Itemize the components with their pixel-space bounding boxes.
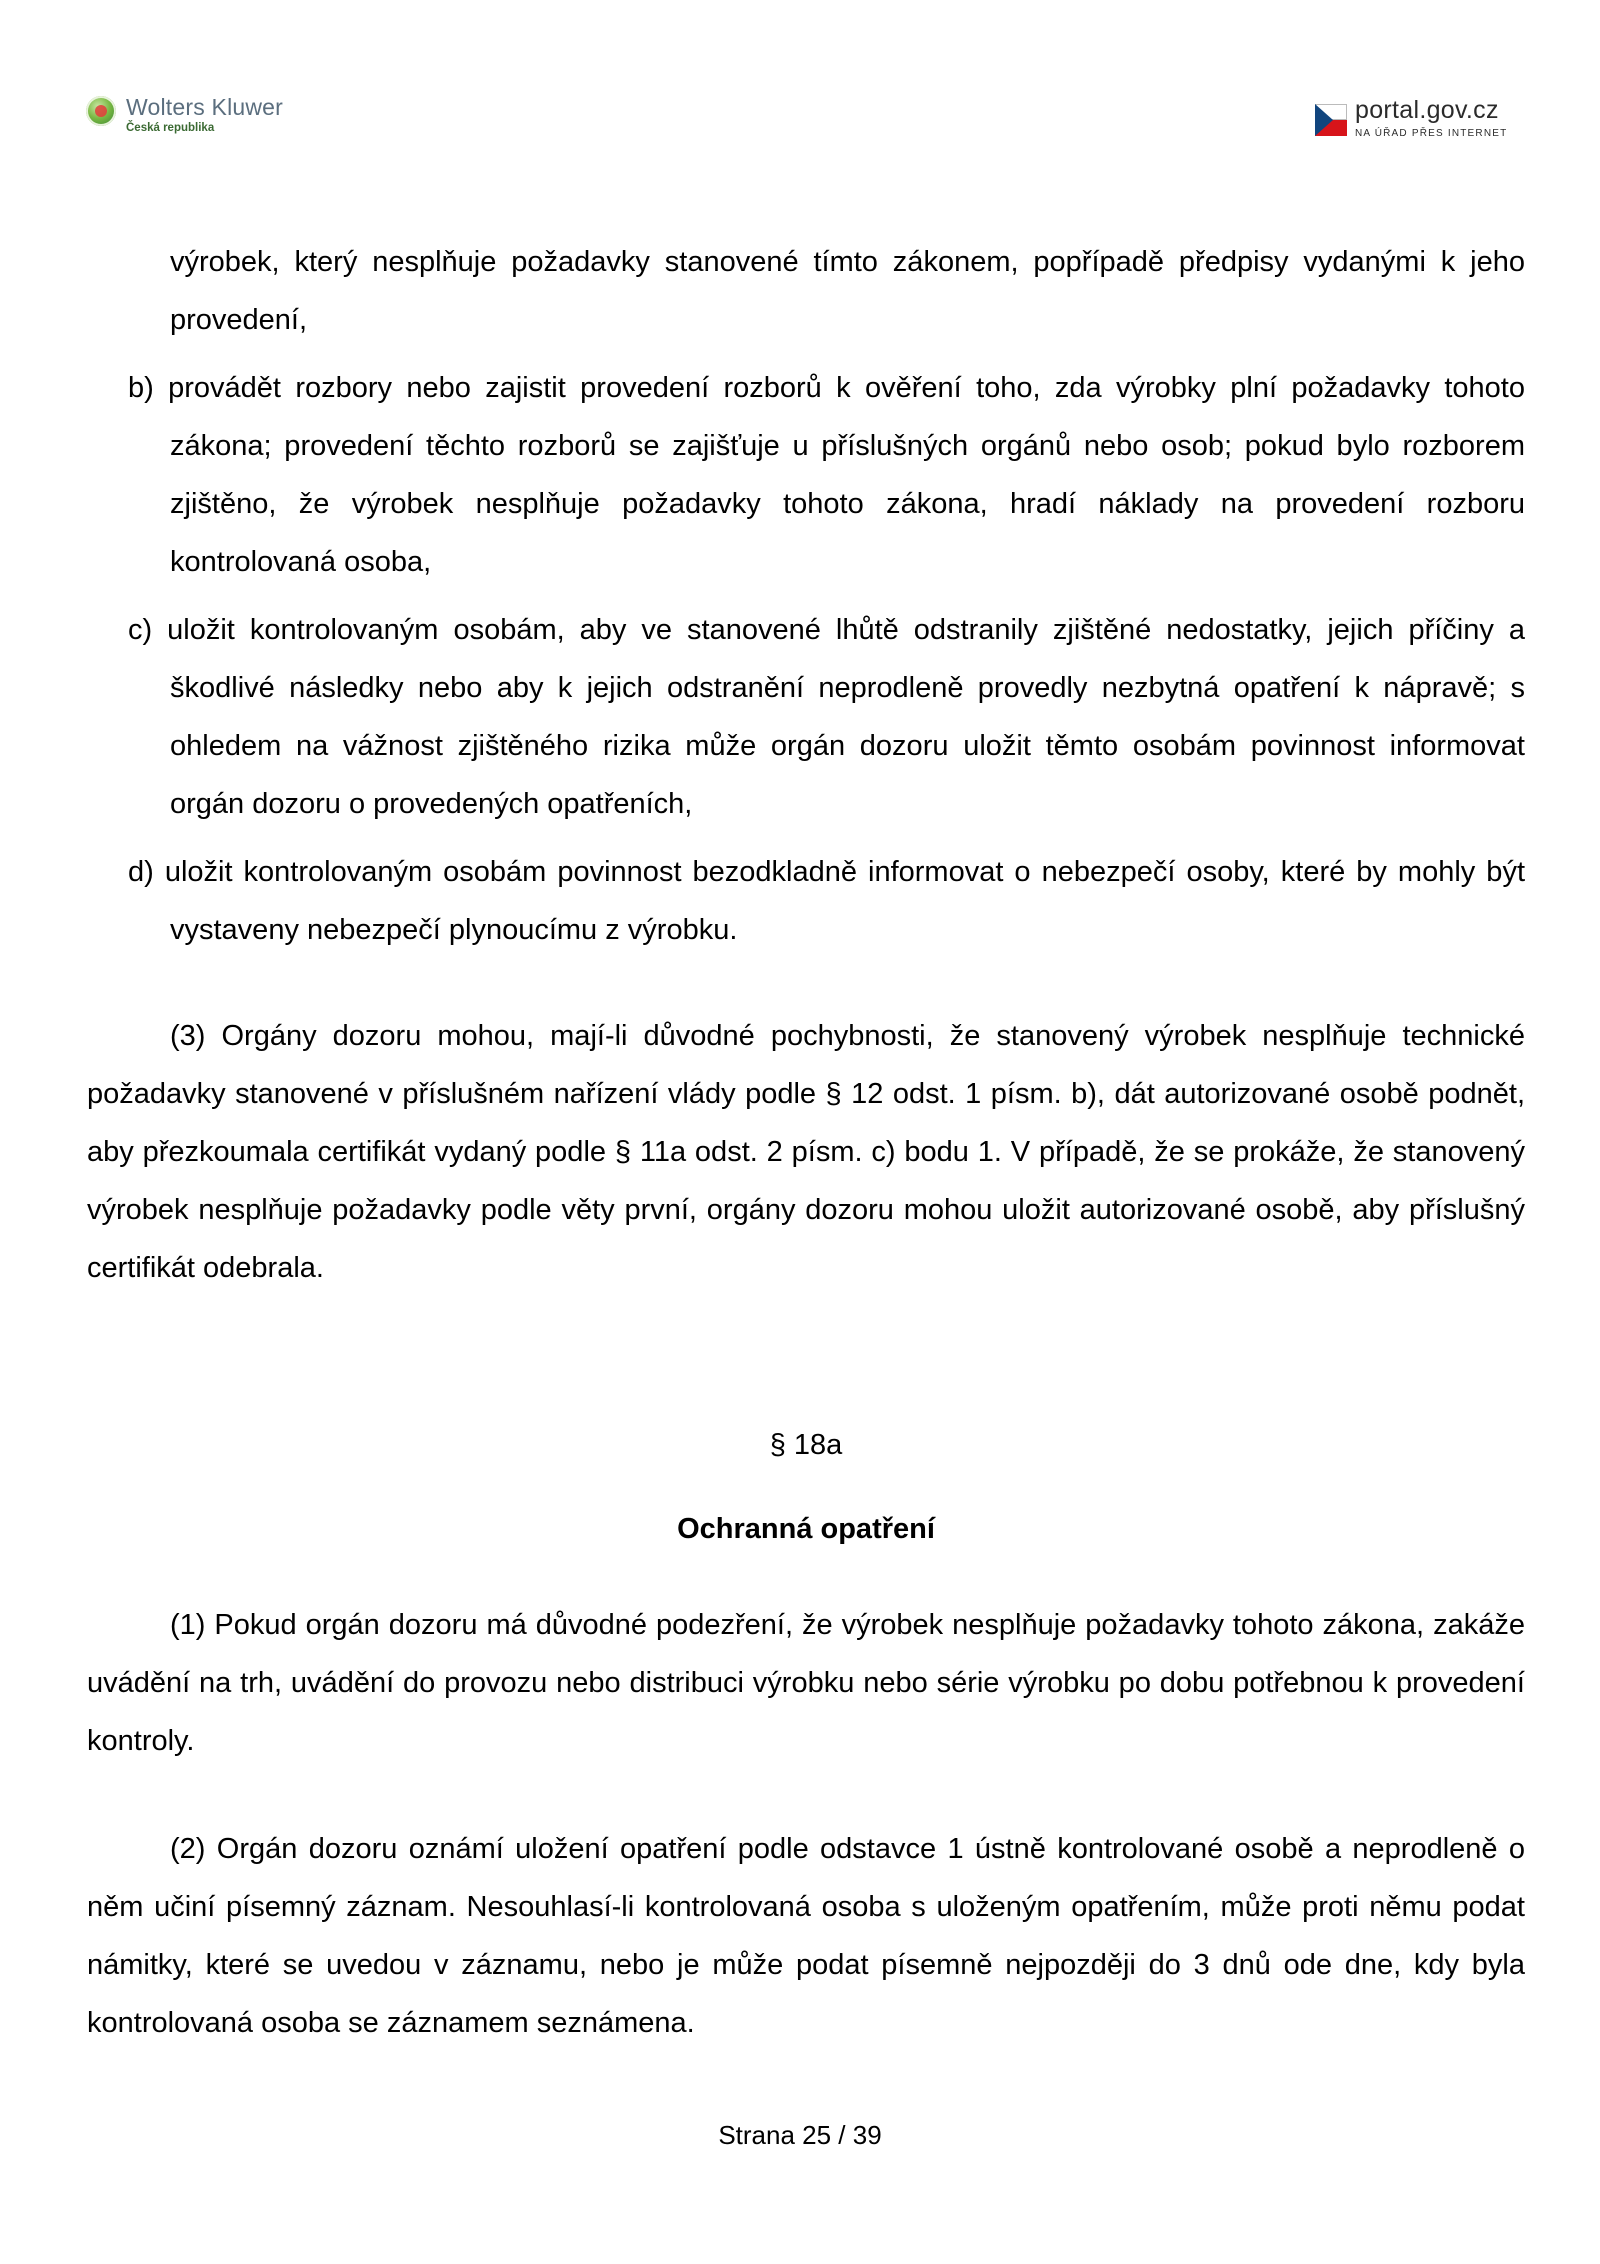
document-body <box>87 233 1525 2052</box>
section-paragraph-2: (2) Orgán dozoru oznámí uložení opatření podle odstavce 1 ústně kontrolované osobě a neprodleně o něm učiní písemný záznam. Nesouhlasí-li kontrolovaná osoba s uloženým opatřením, může proti němu podat námitky, které se uvedou v záznamu, nebo je může podat písemně nejpozději do 3 dnů ode dne, kdy byla kontrolovaná osoba se záznamem seznámena. <box>87 1833 1525 2039</box>
portal-tagline: NA ÚŘAD PŘES INTERNET <box>1355 128 1508 139</box>
list-item-c: c) uložit kontrolovaným osobám, aby ve stanovené lhůtě odstranily zjištěné nedostatky, jejich příčiny a škodlivé následky nebo aby k jejich odstranění neprodleně provedly nezbytná opatření k nápravě; s ohledem na vážnost zjištěného rizika může orgán dozoru uložit těmto osobám povinnost informovat orgán dozoru o provedených opatřeních, <box>128 614 1525 820</box>
section-number: § 18a <box>769 1429 843 1461</box>
czech-flag-icon <box>1315 104 1347 136</box>
logo-subtitle: Česká republika <box>126 122 215 134</box>
section-title: Ochranná opatření <box>677 1513 935 1545</box>
logo-name: Wolters Kluwer <box>126 94 284 120</box>
list-item-d: d) uložit kontrolovaným osobám povinnost bezodkladně informovat o nebezpečí osoby, které by mohly být vystaveny nebezpečí plynoucímu z výrobku. <box>128 856 1525 946</box>
list-item-b: b) provádět rozbory nebo zajistit provedení rozborů k ověření toho, zda výrobky plní požadavky tohoto zákona; provedení těchto rozborů se zajišťuje u příslušných orgánů nebo osob; pokud bylo rozborem zjištěno, že výrobek nesplňuje požadavky tohoto zákona, hradí náklady na provedení rozboru kontrolovaná osoba, <box>128 372 1525 578</box>
portal-gov-logo <box>1315 96 1529 142</box>
page-number: Strana 25 / 39 <box>718 2120 882 2150</box>
section-paragraph-1: (1) Pokud orgán dozoru má důvodné podezření, že výrobek nesplňuje požadavky tohoto zákona, zakáže uvádění na trh, uvádění do provozu nebo distribuci výrobku nebo série výrobku po dobu potřebnou k provedení kontroly. <box>87 1609 1525 1757</box>
portal-name: portal.gov.cz <box>1355 96 1499 124</box>
paragraph-3: (3) Orgány dozoru mohou, mají-li důvodné pochybnosti, že stanovený výrobek nesplňuje technické požadavky stanovené v příslušném nařízení vlády podle § 12 odst. 1 písm. b), dát autorizované osobě podnět, aby přezkoumala certifikát vydaný podle § 11a odst. 2 písm. c) bodu 1. V případě, že se prokáže, že stanovený výrobek nesplňuje požadavky podle věty první, orgány dozoru mohou uložit autorizované osobě, aby příslušný certifikát odebrala. <box>87 1020 1525 1284</box>
globe-icon <box>86 96 116 126</box>
item-a-continuation: výrobek, který nesplňuje požadavky stanovené tímto zákonem, popřípadě předpisy vydanými k jeho provedení, <box>170 246 1525 336</box>
